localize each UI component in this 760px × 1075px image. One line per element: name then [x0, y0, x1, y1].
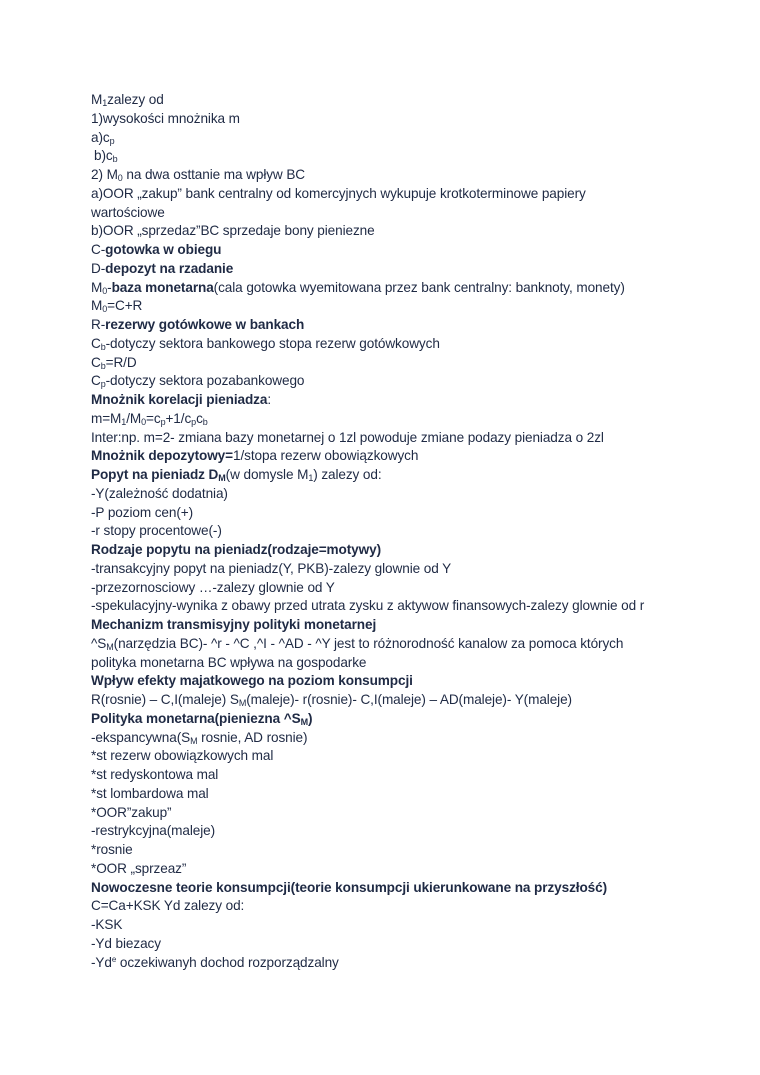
text-run: R-: [91, 317, 106, 332]
text-run: rezerwy gotówkowe w bankach: [105, 317, 305, 332]
text-line: [91, 729, 731, 748]
subscript: b: [100, 341, 106, 352]
text-run: -Yd: [91, 954, 112, 970]
text-run: M: [91, 92, 103, 107]
text-run: 2) M: [91, 167, 118, 182]
text-run: =R/D: [105, 354, 137, 370]
text-run: Inter:np. m=2- zmiana bazy monetarnej o 1zl powoduje zmiane podazy pieniadza o 2zl: [91, 429, 604, 445]
text-run: ) zalezy od:: [313, 467, 382, 482]
text-line: [91, 185, 731, 204]
text-line: [91, 447, 731, 466]
subscript: p: [160, 416, 166, 427]
text-run: (cala gotowka wyemitowana przez bank centralny: banknoty, monety): [213, 279, 625, 295]
text-run: (w domysle M: [225, 467, 309, 482]
text-run: depozyt na rzadanie: [105, 260, 234, 276]
subscript: 1: [102, 98, 108, 108]
text-line: [91, 841, 731, 860]
text-run: polityka monetarna BC wpływa na gospodarke: [91, 654, 367, 670]
text-run: (narzędzia BC)- ^r - ^C ,^I - ^AD - ^Y jest to różnorodność kanalow za pomoca których: [113, 635, 624, 651]
text-run: b)c: [94, 148, 113, 164]
text-line: [91, 504, 731, 523]
text-line: [91, 654, 731, 673]
text-run: Mechanizm transmisyjny polityki monetarnej: [91, 617, 377, 632]
text-run: baza monetarna: [111, 279, 214, 295]
text-line: [91, 541, 731, 560]
text-line: [91, 935, 731, 954]
text-line: [91, 91, 731, 110]
text-run: M: [91, 279, 103, 295]
subscript: M: [218, 473, 226, 483]
text-line: [91, 616, 731, 635]
text-run: :: [267, 392, 272, 407]
text-line: [91, 804, 731, 823]
text-run: Popyt na pieniadz D: [91, 467, 219, 482]
text-run: /M: [126, 410, 142, 426]
subscript: b: [112, 154, 118, 165]
text-run: -r stopy procentowe(-): [91, 523, 222, 539]
text-line: [91, 579, 731, 598]
subscript: M: [238, 698, 247, 708]
text-run: *rosnie: [91, 842, 133, 857]
text-line: [91, 879, 731, 898]
text-run: -P poziom cen(+): [91, 504, 194, 520]
text-line: [91, 916, 731, 935]
text-run: C: [91, 354, 101, 370]
text-run: 1)wysokości mnożnika m: [91, 110, 240, 126]
text-run: *st rezerw obowiązkowych mal: [91, 748, 274, 764]
text-line: [91, 147, 731, 166]
subscript: 0: [141, 416, 147, 427]
text-line: [91, 204, 731, 223]
text-run: D-: [91, 260, 106, 276]
subscript: M: [106, 641, 114, 652]
subscript: 0: [117, 173, 123, 183]
text-line: [91, 466, 731, 485]
text-line: [91, 822, 731, 841]
text-run: *st redyskontowa mal: [91, 767, 219, 782]
text-run: -KSK: [91, 917, 123, 932]
text-run: =C+R: [107, 298, 143, 314]
text-line: [91, 372, 731, 391]
text-run: a)c: [91, 129, 110, 145]
subscript: 1: [308, 473, 314, 483]
text-line: [91, 635, 731, 654]
text-run: -: [107, 279, 112, 295]
text-line: [91, 954, 731, 973]
text-run: =c: [146, 410, 161, 426]
text-run: m=M: [91, 410, 122, 426]
text-run: *OOR „sprzeaz”: [91, 860, 187, 876]
text-line: [91, 766, 731, 785]
text-run: b)OOR „sprzedaz”BC sprzedaje bony pieniezne: [91, 223, 375, 239]
text-run: -przezornosciowy …-zalezy glownie od Y: [91, 579, 335, 595]
text-run: Rodzaje popytu na pieniadz(rodzaje=motywy): [91, 542, 381, 557]
subscript: b: [202, 416, 208, 427]
text-run: C=Ca+KSK Yd zalezy od:: [91, 898, 245, 914]
text-line: [91, 316, 731, 335]
subscript: 0: [102, 285, 108, 296]
text-line: [91, 747, 731, 766]
text-line: [91, 522, 731, 541]
text-line: [91, 279, 731, 298]
text-run: Polityka monetarna(pieniezna ^S: [91, 710, 301, 726]
text-run: Wpływ efekty majatkowego na poziom konsumpcji: [91, 673, 413, 689]
notes-body: [91, 91, 731, 972]
text-run: gotowka w obiegu: [105, 242, 222, 257]
text-run: M: [91, 298, 103, 314]
subscript: M: [190, 735, 198, 746]
text-run: a)OOR „zakup” bank centralny od komercyjnych wykupuje krotkoterminowe papiery: [91, 185, 586, 201]
text-run: Nowoczesne teorie konsumpcji(teorie konsumpcji ukierunkowane na przyszłość): [91, 879, 607, 895]
text-line: [91, 860, 731, 879]
text-line: [91, 110, 731, 129]
subscript: p: [109, 135, 115, 146]
text-run: *st lombardowa mal: [91, 785, 209, 801]
text-run: ^S: [91, 635, 107, 651]
text-run: -spekulacyjny-wynika z obawy przed utrata zysku z aktywow finansowych-zalezy glownie od r: [91, 598, 645, 614]
text-line: [91, 429, 731, 448]
subscript: b: [100, 360, 106, 371]
text-line: [91, 335, 731, 354]
text-run: na dwa osttanie ma wpływ BC: [122, 167, 306, 182]
subscript: p: [191, 416, 197, 427]
text-run: -restrykcyjna(maleje): [91, 823, 216, 839]
text-run: 1/stopa rezerw obowiązkowych: [232, 448, 419, 464]
text-line: [91, 297, 731, 316]
text-line: [91, 166, 731, 185]
text-run: wartościowe: [91, 204, 165, 220]
text-line: [91, 129, 731, 148]
text-line: [91, 410, 731, 429]
text-line: [91, 710, 731, 729]
superscript: e: [111, 954, 117, 964]
text-run: -dotyczy sektora pozabankowego: [105, 373, 305, 389]
text-run: zalezy od: [107, 92, 164, 107]
text-line: [91, 672, 731, 691]
text-line: [91, 560, 731, 579]
text-line: [91, 485, 731, 504]
text-run: Mnożnik depozytowy=: [91, 448, 233, 464]
subscript: 1: [121, 416, 127, 427]
text-run: C: [91, 373, 101, 389]
text-run: R(rosnie) – C,I(maleje) S: [91, 692, 239, 707]
text-line: [91, 222, 731, 241]
text-run: -Y(zależność dodatnia): [91, 485, 228, 501]
text-line: [91, 241, 731, 260]
subscript: 0: [102, 304, 108, 315]
text-run: rosnie, AD rosnie): [197, 729, 308, 745]
text-line: [91, 691, 731, 710]
text-line: [91, 260, 731, 279]
subscript: M: [300, 716, 308, 727]
text-run: Mnożnik korelacji pieniadza: [91, 392, 268, 407]
text-run: -ekspancywna(S: [91, 729, 191, 745]
text-run: C-: [91, 242, 106, 257]
text-run: ): [307, 710, 313, 726]
text-run: -transakcyjny popyt na pieniadz(Y, PKB)-zalezy glownie od Y: [91, 560, 452, 576]
text-run: (maleje)- r(rosnie)- C,I(maleje) – AD(maleje)- Y(maleje): [246, 692, 572, 707]
subscript: p: [100, 379, 106, 390]
text-line: [91, 897, 731, 916]
text-run: -Yd biezacy: [91, 935, 161, 951]
text-line: [91, 785, 731, 804]
text-run: oczekiwanyh dochod rozporządzalny: [116, 954, 339, 970]
text-run: +1/c: [165, 410, 192, 426]
text-line: [91, 354, 731, 373]
text-run: *OOR”zakup”: [91, 804, 172, 820]
text-line: [91, 391, 731, 410]
text-run: c: [196, 410, 203, 426]
text-run: C: [91, 335, 101, 351]
text-run: -dotyczy sektora bankowego stopa rezerw gotówkowych: [105, 335, 440, 351]
text-line: [91, 597, 731, 616]
